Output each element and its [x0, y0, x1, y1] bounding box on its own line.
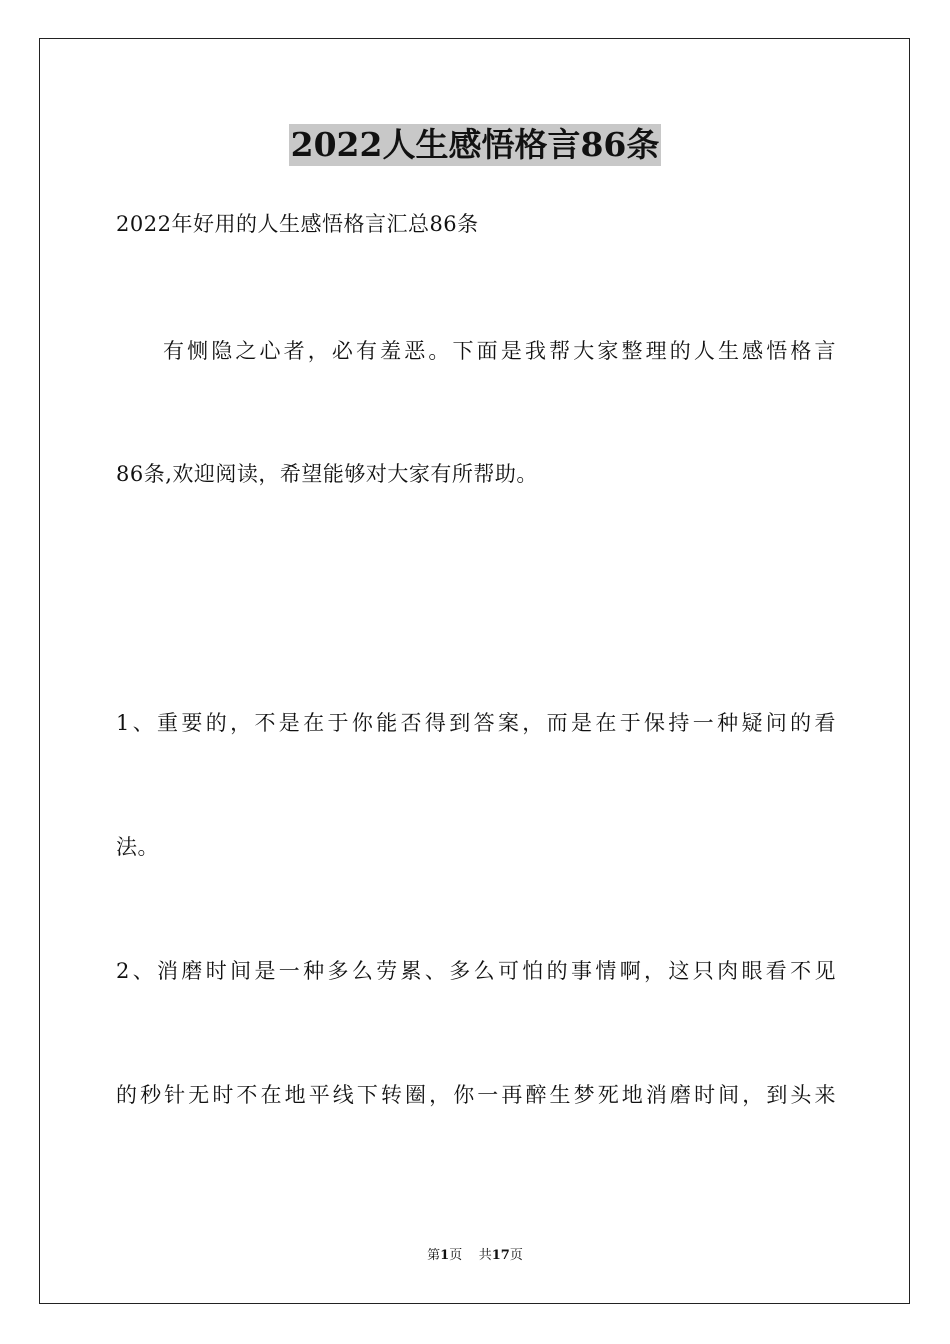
footer-total-suffix: 页 [509, 1248, 523, 1263]
footer-page-suffix: 页 [449, 1248, 463, 1263]
document-title: 2022人生感悟格言86条 [290, 125, 660, 164]
intro-line-1: 有恻隐之心者，必有羞恶。下面是我帮大家整理的人生感悟格言 [163, 339, 836, 363]
footer-page-number: 1 [440, 1248, 450, 1263]
footer-page-prefix: 第 [427, 1248, 441, 1263]
item-2-line-1: 2、消磨时间是一种多么劳累、多么可怕的事情啊，这只肉眼看不见 [116, 959, 836, 983]
footer-total-pages: 17 [491, 1248, 510, 1263]
item-1-line-1: 1、重要的，不是在于你能否得到答案，而是在于保持一种疑问的看 [116, 711, 836, 735]
document-subtitle: 2022年好用的人生感悟格言汇总86条 [116, 212, 479, 236]
page-footer [0, 1247, 950, 1265]
item-1-line-2: 法。 [116, 835, 159, 859]
item-2-line-2: 的秒针无时不在地平线下转圈，你一再醉生梦死地消磨时间，到头来 [116, 1083, 836, 1107]
footer-total-prefix: 共 [478, 1248, 492, 1263]
title-container [0, 124, 950, 166]
intro-line-2: 86条,欢迎阅读，希望能够对大家有所帮助。 [116, 462, 538, 486]
